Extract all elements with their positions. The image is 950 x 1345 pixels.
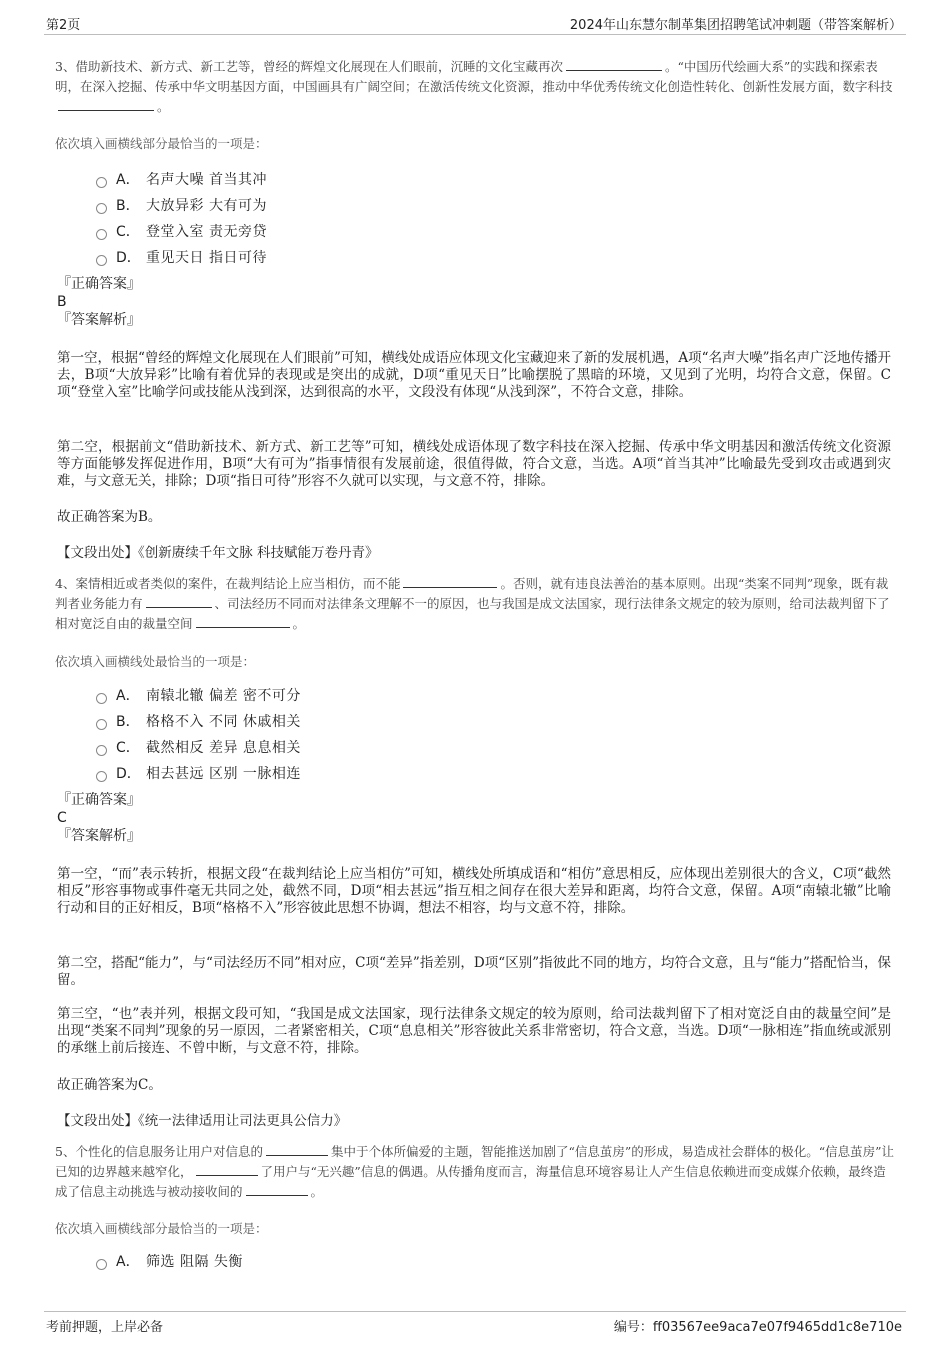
option-text: 筛选 阻隔 失衡 bbox=[146, 1254, 243, 1270]
q4-blank-3 bbox=[196, 614, 290, 628]
q4-prompt: 依次填入画横线处最恰当的一项是： bbox=[55, 654, 256, 669]
q3-option-a[interactable] bbox=[96, 166, 267, 192]
radio-icon[interactable] bbox=[96, 771, 107, 782]
q5-text-2: 集中于个体所偏爱的主题，智能推送加剧了“信息茧房”的形成，易造成社会群体的极化。“信息茧房”让已知的边界越来越窄化， bbox=[55, 1144, 895, 1179]
q4-option-c[interactable] bbox=[96, 734, 301, 760]
radio-icon[interactable] bbox=[96, 719, 107, 730]
source-label: 【文段出处】 bbox=[57, 545, 138, 561]
radio-icon[interactable] bbox=[96, 1259, 107, 1270]
q5-blank-3 bbox=[246, 1182, 308, 1196]
q5-prompt: 依次填入画横线部分最恰当的一项是： bbox=[55, 1221, 268, 1236]
q4-analysis-2: 第二空，搭配“能力”，与“司法经历不同”相对应，C项“差异”指差别，D项“区别”指彼此不同的地方，均符合文意，且与“能力”搭配恰当，保留。 bbox=[57, 955, 891, 988]
radio-icon[interactable] bbox=[96, 177, 107, 188]
q5-options bbox=[96, 1248, 243, 1274]
option-text: 截然相反 差异 息息相关 bbox=[146, 740, 301, 756]
q5-text-4: 。 bbox=[310, 1184, 324, 1199]
option-letter: D． bbox=[116, 250, 141, 266]
option-letter: B． bbox=[116, 198, 140, 214]
radio-icon[interactable] bbox=[96, 745, 107, 756]
document-code: 编号：ff03567ee9aca7e07f9465dd1c8e710e bbox=[613, 1320, 902, 1335]
option-letter: A． bbox=[116, 1254, 140, 1270]
q4-text-4: 。 bbox=[292, 616, 306, 631]
q4-option-b[interactable] bbox=[96, 708, 301, 734]
option-text: 登堂入室 责无旁贷 bbox=[146, 224, 267, 240]
radio-icon[interactable] bbox=[96, 229, 107, 240]
q4-source bbox=[57, 1109, 347, 1129]
q3-source bbox=[57, 541, 379, 561]
option-letter: C． bbox=[116, 224, 140, 240]
option-text: 重见天日 指日可待 bbox=[146, 250, 267, 266]
q4-option-d[interactable] bbox=[96, 760, 301, 786]
q3-text-1: 3、借助新技术、新方式、新工艺等，曾经的辉煌文化展现在人们眼前，沉睡的文化宝藏再次 bbox=[55, 59, 563, 74]
q3-text-2: 。“中国历代绘画大系”的实践和探索表明，在深入挖掘、传承中华文明基因方面，中国画具有广阔空间；在激活传统文化资源，推动中华优秀传统文化创造性转化、创新性发展方面，数字科技 bbox=[55, 59, 893, 94]
answer-label: 『正确答案』 bbox=[57, 276, 141, 292]
page-header bbox=[44, 12, 906, 35]
option-text: 大放异彩 大有可为 bbox=[146, 198, 267, 214]
radio-icon[interactable] bbox=[96, 693, 107, 704]
radio-icon[interactable] bbox=[96, 255, 107, 266]
analysis-label: 『答案解析』 bbox=[57, 828, 141, 844]
answer-label: 『正确答案』 bbox=[57, 792, 141, 808]
q3-blank-2 bbox=[58, 97, 154, 111]
footer-slogan: 考前押题，上岸必备 bbox=[46, 1320, 164, 1335]
correct-answer: B bbox=[57, 294, 67, 310]
q3-analysis-1: 第一空，根据“曾经的辉煌文化展现在人们眼前”可知，横线处成语应体现文化宝藏迎来了新的发展机遇，A项“名声大噪”指名声广泛地传播开去，B项“大放异彩”比喻有着优异的表现或是突出的成就，D项“重见天日”比喻摆脱了黑暗的环境，又见到了光明，均符合文意，保留。C项“登堂入室”比喻学问或技能从浅到深，达到很高的水平，文段没有体现“从浅到深”，不符合文意，排除。 bbox=[57, 350, 891, 400]
option-text: 名声大噪 首当其冲 bbox=[146, 172, 267, 188]
q4-text-2: 。否则，就有违良法善治的基本原则。出现“类案不同判”现象，既有裁判者业务能力有 bbox=[55, 576, 889, 611]
option-letter: A． bbox=[116, 688, 140, 704]
q3-option-b[interactable] bbox=[96, 192, 267, 218]
option-text: 南辕北辙 偏差 密不可分 bbox=[146, 688, 301, 704]
q4-options bbox=[96, 682, 301, 786]
source-title: 《统一法律适用让司法更具公信力》 bbox=[138, 1113, 348, 1129]
q5-option-a[interactable] bbox=[96, 1248, 243, 1274]
source-title: 《创新赓续千年文脉 科技赋能万卷丹青》 bbox=[138, 545, 379, 561]
question-3-stem bbox=[55, 57, 895, 117]
q4-analysis-conclusion: 故正确答案为C。 bbox=[57, 1077, 162, 1093]
option-letter: D． bbox=[116, 766, 141, 782]
option-text: 格格不入 不同 休戚相关 bbox=[146, 714, 301, 730]
source-label: 【文段出处】 bbox=[57, 1113, 138, 1129]
q3-option-c[interactable] bbox=[96, 218, 267, 244]
q3-option-d[interactable] bbox=[96, 244, 267, 270]
document-title: 2024年山东慧尔制革集团招聘笔试冲刺题（带答案解析） bbox=[569, 18, 902, 33]
q3-analysis-2: 第二空，根据前文“借助新技术、新方式、新工艺等”可知，横线处成语体现了数字科技在深入挖掘、传承中华文明基因和激活传统文化资源等方面能够发挥促进作用，B项“大有可为”指事情很有发展前途，很值得做，符合文意，当选。A项“首当其冲”比喻最先受到攻击或遇到灾难，与文意无关，排除；D项“指日可待”形容不久就可以实现，与文意不符，排除。 bbox=[57, 439, 891, 489]
option-letter: A． bbox=[116, 172, 140, 188]
q4-option-a[interactable] bbox=[96, 682, 301, 708]
q3-answer-block bbox=[57, 275, 897, 329]
q5-text-1: 5、个性化的信息服务让用户对信息的 bbox=[55, 1144, 263, 1159]
q4-analysis-1: 第一空，“而”表示转折，根据文段“在裁判结论上应当相仿”可知，横线处所填成语和“相仿”意思相反，应体现出差别很大的含义，C项“截然相反”形容事物或事件毫无共同之处，截然不同，D项“相去甚远”指互相之间存在很大差异和距离，均符合文意，保留。A项“南辕北辙”比喻行动和目的正好相反，B项“格格不入”形容彼此思想不协调，想法不相容，均与文意不符，排除。 bbox=[57, 866, 891, 916]
q4-text-1: 4、案情相近或者类似的案件，在裁判结论上应当相仿，而不能 bbox=[55, 576, 401, 591]
q3-analysis-conclusion: 故正确答案为B。 bbox=[57, 509, 162, 525]
option-text: 相去甚远 区别 一脉相连 bbox=[146, 766, 301, 782]
option-letter: C． bbox=[116, 740, 140, 756]
option-letter: B． bbox=[116, 714, 140, 730]
page-number: 第2页 bbox=[46, 18, 81, 33]
q3-blank-1 bbox=[566, 57, 662, 71]
question-4-stem bbox=[55, 574, 895, 634]
q4-blank-1 bbox=[403, 574, 497, 588]
radio-icon[interactable] bbox=[96, 203, 107, 214]
analysis-label: 『答案解析』 bbox=[57, 312, 141, 328]
question-5-stem bbox=[55, 1142, 895, 1202]
q4-answer-block bbox=[57, 791, 897, 845]
q4-analysis-3: 第三空，“也”表并列，根据文段可知，“我国是成文法国家，现行法律条文规定的较为原则，给司法裁判留下了相对宽泛自由的裁量空间”是出现“类案不同判”现象的另一原因，二者紧密相关，C项“息息相关”形容彼此关系非常密切，符合文意，当选。D项“一脉相连”指血统或派别的承继上前后接连、不曾中断，与文意不符，排除。 bbox=[57, 1006, 891, 1056]
q3-options bbox=[96, 166, 267, 270]
q3-text-3: 。 bbox=[157, 99, 170, 114]
q4-blank-2 bbox=[146, 594, 212, 608]
q4-text-3: 、司法经历不同而对法律条文理解不一的原因，也与我国是成文法国家，现行法律条文规定的较为原则，给司法裁判留下了相对宽泛自由的裁量空间 bbox=[55, 596, 890, 631]
correct-answer: C bbox=[57, 810, 67, 826]
q3-prompt: 依次填入画横线部分最恰当的一项是： bbox=[55, 136, 268, 151]
q5-text-3: 了用户与“无兴趣”信息的偶遇。从传播角度而言，海量信息环境容易让人产生信息依赖进而变成媒介依赖，最终造成了信息主动挑选与被动接收间的 bbox=[55, 1164, 886, 1199]
page-footer bbox=[44, 1311, 906, 1336]
q5-blank-2 bbox=[196, 1162, 258, 1176]
q5-blank-1 bbox=[266, 1142, 328, 1156]
